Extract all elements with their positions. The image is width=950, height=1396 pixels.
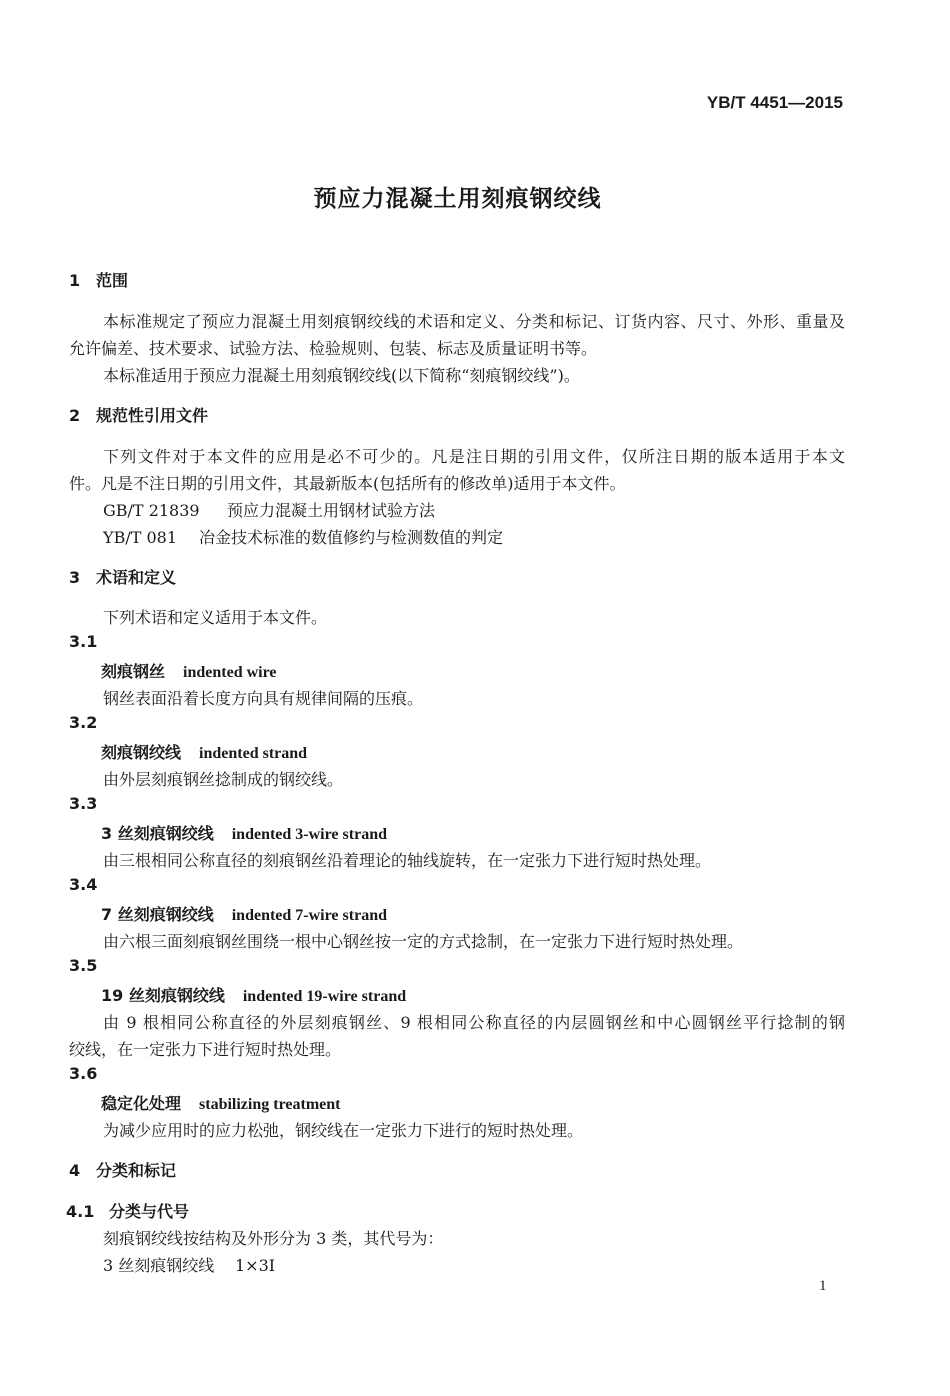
term-english: indented 19-wire strand xyxy=(242,988,407,1005)
normative-reference xyxy=(103,498,435,521)
term-heading xyxy=(101,1091,340,1114)
term-definition-line: 由 9 根相同公称直径的外层刻痕钢丝、9 根相同公称直径的内层圆钢丝和中心圆钢丝平行捻制的钢 xyxy=(103,1013,845,1032)
section-1-heading xyxy=(69,268,128,291)
term-heading xyxy=(101,983,406,1006)
term-heading xyxy=(101,740,307,763)
subsection-4-1-heading xyxy=(66,1199,189,1222)
term-chinese: 稳定化处理 xyxy=(101,1094,182,1113)
paragraph-line: 件。凡是不注日期的引用文件，其最新版本(包括所有的修改单)适用于本文件。 xyxy=(69,474,626,493)
section-number: 2 xyxy=(69,406,81,425)
classification-name: 3 丝刻痕钢绞线 xyxy=(103,1256,215,1275)
term-english: indented 3-wire strand xyxy=(231,826,387,843)
section-number: 1 xyxy=(69,271,81,290)
term-chinese: 3 丝刻痕钢绞线 xyxy=(101,824,214,843)
section-title: 术语和定义 xyxy=(96,568,177,587)
section-title: 规范性引用文件 xyxy=(96,406,209,425)
paragraph-line: 本标准规定了预应力混凝土用刻痕钢绞线的术语和定义、分类和标记、订货内容、尺寸、外形、重量及 xyxy=(103,312,845,331)
section-3-heading xyxy=(69,565,176,588)
section-number: 3 xyxy=(69,568,81,587)
classification-code: 1×3I xyxy=(235,1256,276,1275)
subsection-number: 4.1 xyxy=(66,1202,95,1221)
normative-reference xyxy=(103,525,503,548)
classification-item xyxy=(103,1253,275,1276)
section-title: 范围 xyxy=(96,271,129,290)
reference-title: 冶金技术标准的数值修约与检测数值的判定 xyxy=(199,528,504,547)
term-number: 3.3 xyxy=(69,794,98,813)
term-heading xyxy=(101,821,387,844)
page-number: 1 xyxy=(819,1278,827,1294)
reference-code: GB/T 21839 xyxy=(103,501,200,520)
reference-code: YB/T 081 xyxy=(103,528,178,547)
term-chinese: 7 丝刻痕钢绞线 xyxy=(101,905,214,924)
section-number: 4 xyxy=(69,1161,81,1180)
term-english: indented wire xyxy=(183,664,277,681)
term-definition: 钢丝表面沿着长度方向具有规律间隔的压痕。 xyxy=(103,689,424,708)
term-english: stabilizing treatment xyxy=(199,1096,341,1113)
paragraph: 下列术语和定义适用于本文件。 xyxy=(103,608,328,627)
term-number: 3.6 xyxy=(69,1064,98,1083)
term-heading xyxy=(101,902,387,925)
term-number: 3.2 xyxy=(69,713,98,732)
term-chinese: 刻痕钢丝 xyxy=(101,662,166,681)
term-number: 3.1 xyxy=(69,632,98,651)
term-chinese: 刻痕钢绞线 xyxy=(101,743,182,762)
paragraph: 本标准适用于预应力混凝土用刻痕钢绞线(以下简称“刻痕钢绞线”)。 xyxy=(103,366,580,385)
standard-number: YB/T 4451—2015 xyxy=(706,93,843,112)
section-title: 分类和标记 xyxy=(96,1161,177,1180)
term-english: indented strand xyxy=(199,745,308,762)
term-definition: 为减少应用时的应力松弛，钢绞线在一定张力下进行的短时热处理。 xyxy=(103,1121,584,1140)
subsection-title: 分类与代号 xyxy=(109,1202,190,1221)
term-english: indented 7-wire strand xyxy=(231,907,387,924)
term-number: 3.5 xyxy=(69,956,98,975)
term-definition-line: 绞线，在一定张力下进行短时热处理。 xyxy=(69,1040,342,1059)
section-2-heading xyxy=(69,403,208,426)
document-title: 预应力混凝土用刻痕钢绞线 xyxy=(313,186,602,212)
term-heading xyxy=(101,659,277,682)
term-number: 3.4 xyxy=(69,875,98,894)
term-definition: 由三根相同公称直径的刻痕钢丝沿着理论的轴线旋转，在一定张力下进行短时热处理。 xyxy=(103,851,712,870)
paragraph-line: 允许偏差、技术要求、试验方法、检验规则、包装、标志及质量证明书等。 xyxy=(69,339,598,358)
term-definition: 由六根三面刻痕钢丝围绕一根中心钢丝按一定的方式捻制，在一定张力下进行短时热处理。 xyxy=(103,932,744,951)
section-4-heading xyxy=(69,1158,176,1181)
term-chinese: 19 丝刻痕钢绞线 xyxy=(101,986,225,1005)
paragraph: 刻痕钢绞线按结构及外形分为 3 类，其代号为： xyxy=(103,1229,444,1248)
term-definition: 由外层刻痕钢丝捻制成的钢绞线。 xyxy=(103,770,344,789)
reference-title: 预应力混凝土用钢材试验方法 xyxy=(227,501,436,520)
paragraph-line: 下列文件对于本文件的应用是必不可少的。凡是注日期的引用文件，仅所注日期的版本适用于本文 xyxy=(103,447,845,466)
